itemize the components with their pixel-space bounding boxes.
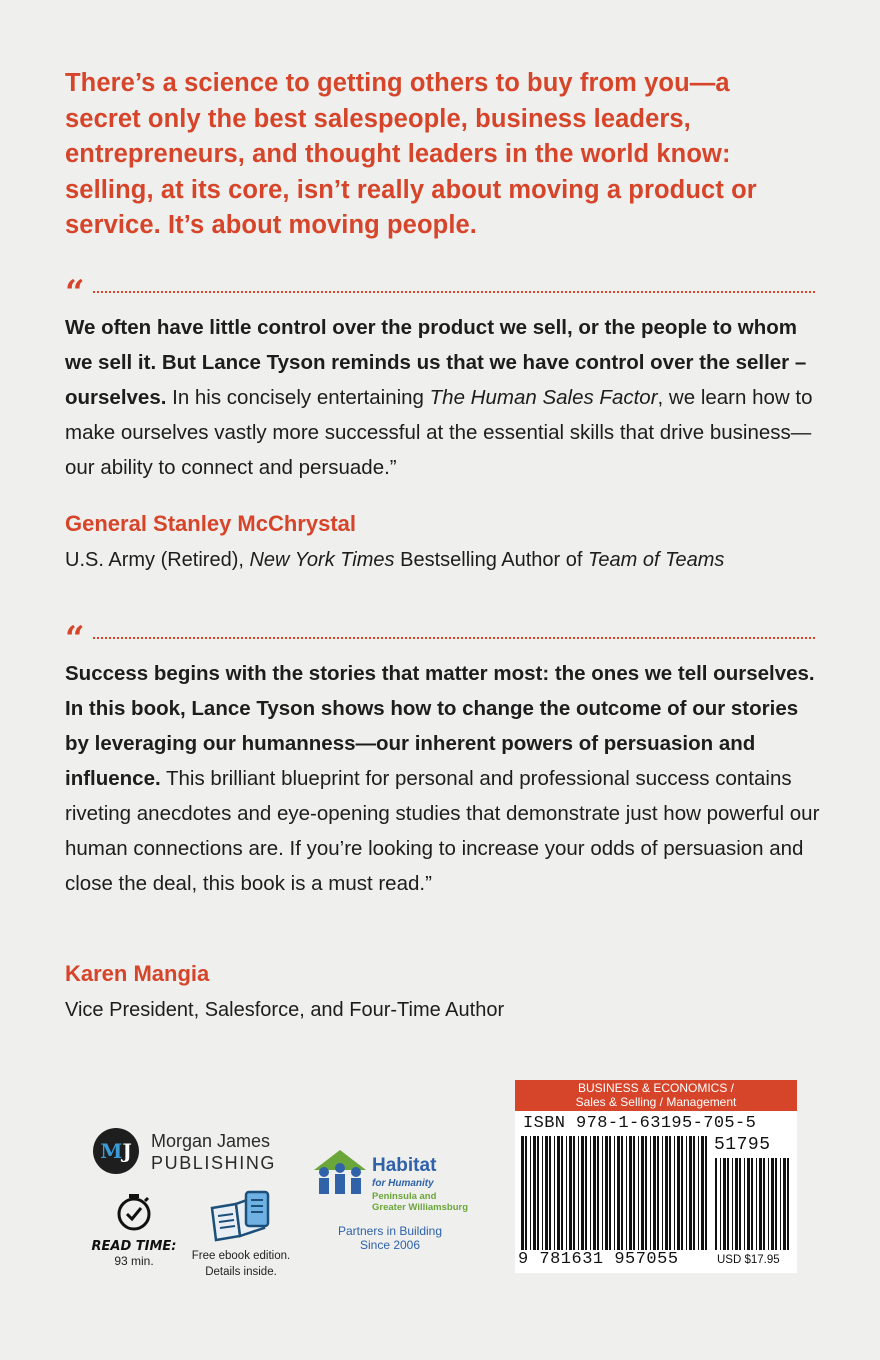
publisher-logo	[93, 1128, 303, 1178]
barcode-bar	[626, 1136, 627, 1250]
publisher-subname: PUBLISHING	[151, 1153, 277, 1173]
barcode-bar	[530, 1136, 531, 1250]
barcode-bar	[689, 1136, 692, 1250]
barcode-bar	[542, 1136, 543, 1250]
barcode-bar	[735, 1158, 738, 1250]
barcode-box	[515, 1080, 797, 1273]
barcode-bar	[590, 1136, 591, 1250]
barcode-bar	[775, 1158, 777, 1250]
barcode-bar	[732, 1158, 733, 1250]
endorsement-quote	[65, 656, 825, 901]
title-text: Bestselling Author of	[394, 549, 588, 571]
barcode-bar	[605, 1136, 608, 1250]
barcode-bar	[662, 1136, 663, 1250]
endorser-title: Vice President, Salesforce, and Four-Time Author	[65, 999, 505, 1021]
barcode-bar	[720, 1158, 721, 1250]
price: USD $17.95	[717, 1254, 780, 1266]
barcode-bar	[715, 1158, 717, 1250]
quote-divider	[65, 273, 815, 313]
endorser-title	[65, 546, 724, 574]
habitat-people-icon	[310, 1148, 370, 1198]
barcode-bar	[759, 1158, 762, 1250]
barcode-bar	[739, 1158, 741, 1250]
barcode-bar	[701, 1136, 704, 1250]
read-time-minutes: 93 min.	[114, 1254, 154, 1268]
dotted-rule	[93, 637, 815, 639]
barcode-bar	[557, 1136, 560, 1250]
read-time	[88, 1192, 180, 1268]
barcode-bar	[751, 1158, 753, 1250]
barcode-bar	[787, 1158, 789, 1250]
barcode-bar	[581, 1136, 584, 1250]
barcode-bar	[609, 1136, 611, 1250]
barcode-bar	[747, 1158, 750, 1250]
barcode-bar	[629, 1136, 632, 1250]
barcode-bar	[650, 1136, 651, 1250]
quote-text: This brilliant blueprint for personal and professional success contains riveting anecdotes and eye-opening studies that demonstrate just how powerful our human connections are. If you’re looking to increase your odds of persuasion and close the deal, this book is a must read.”	[65, 767, 820, 895]
read-time-label: READ TIME:	[91, 1239, 177, 1254]
book-title: The Human Sales Factor	[429, 386, 658, 409]
habitat-name-line: for Humanity	[372, 1178, 434, 1189]
title-text: U.S. Army (Retired),	[65, 549, 250, 571]
barcode-bar	[783, 1158, 786, 1250]
category-line: BUSINESS & ECONOMICS /	[577, 1081, 735, 1095]
partner-line: Since 2006	[359, 1238, 421, 1252]
barcode-bar	[763, 1158, 765, 1250]
barcode-bar	[585, 1136, 587, 1250]
barcode-bar	[744, 1158, 745, 1250]
category-label	[515, 1080, 797, 1111]
barcode-bar	[549, 1136, 551, 1250]
partner-line: Partners in Building	[337, 1224, 443, 1238]
ean-barcode	[519, 1136, 711, 1250]
ebook-line: Free ebook edition.	[191, 1250, 291, 1262]
habitat-chapter-line: Peninsula and	[372, 1191, 437, 1202]
publisher-name: Morgan James	[151, 1131, 271, 1151]
barcode-bar	[638, 1136, 639, 1250]
endorser-name: Karen Mangia	[65, 961, 210, 986]
barcode-bar	[705, 1136, 707, 1250]
habitat-name-line: Habitat	[372, 1155, 437, 1176]
logo-letter: M	[100, 1139, 123, 1163]
barcode-bar	[633, 1136, 635, 1250]
barcode-bar	[698, 1136, 699, 1250]
barcode-bar	[768, 1158, 769, 1250]
barcode-digits: 9 781631 957055	[518, 1250, 679, 1269]
barcode-bar	[533, 1136, 536, 1250]
barcode-bar	[578, 1136, 579, 1250]
endorsement-quote	[65, 310, 825, 485]
category-line: Sales & Selling / Management	[575, 1095, 737, 1109]
barcode-bar	[681, 1136, 683, 1250]
quote-mark-icon: “	[65, 273, 85, 313]
barcode-bar	[693, 1136, 695, 1250]
ebook-line: Details inside.	[205, 1266, 277, 1278]
ebook-offer	[185, 1190, 297, 1279]
barcode-bar	[641, 1136, 644, 1250]
dotted-rule	[93, 291, 815, 293]
morgan-james-logo-icon	[93, 1128, 139, 1174]
isbn-text: ISBN 978-1-63195-705-5	[523, 1114, 757, 1133]
quote-text: , we learn how to make ourselves vastly more successful at the essential skills that drive business—our ability to connect and persuade.”	[65, 386, 813, 479]
quote-emphasis: We often have little control over the product we sell, or the people to whom we sell it. But Lance Tyson reminds us that we have control over the seller – ourselves.	[65, 316, 807, 409]
barcode-bar	[665, 1136, 668, 1250]
habitat-name	[372, 1156, 436, 1176]
barcode-bar	[645, 1136, 647, 1250]
title-italic: New York Times	[249, 549, 395, 571]
barcode-bar	[686, 1136, 687, 1250]
barcode-bar	[537, 1136, 539, 1250]
headline: There’s a science to getting others to buy from you—a secret only the best salespeople, business leaders, entrepreneurs, and thought leaders in the world know: selling, at its core, isn’t really about moving a product or service. It’s about moving people.	[65, 69, 757, 239]
barcode-bar	[621, 1136, 623, 1250]
barcode-bar	[657, 1136, 659, 1250]
barcode-bar	[617, 1136, 620, 1250]
barcode-bar	[525, 1136, 527, 1250]
barcode-bar	[521, 1136, 524, 1250]
habitat-partner	[315, 1224, 465, 1252]
barcode-bar	[771, 1158, 774, 1250]
barcode-bar	[566, 1136, 567, 1250]
barcode-bar	[677, 1136, 680, 1250]
ebook-icon	[206, 1190, 276, 1242]
barcode-bar	[561, 1136, 563, 1250]
barcode-bar	[653, 1136, 656, 1250]
endorser-name: General Stanley McChrystal	[65, 511, 357, 536]
barcode-bar	[674, 1136, 675, 1250]
barcode-bar	[756, 1158, 757, 1250]
quote-text: In his concisely entertaining	[166, 386, 430, 409]
barcode-bar	[780, 1158, 781, 1250]
title-italic: Team of Teams	[588, 549, 725, 571]
barcode-bar	[614, 1136, 615, 1250]
habitat-chapter	[372, 1191, 472, 1213]
quote-mark-icon: “	[65, 619, 85, 659]
stopwatch-icon	[112, 1192, 156, 1232]
barcode-bar	[569, 1136, 572, 1250]
price-barcode	[713, 1158, 791, 1250]
barcode-bar	[573, 1136, 575, 1250]
barcode-bar	[669, 1136, 671, 1250]
price-code: 51795	[714, 1135, 771, 1155]
quote-divider	[65, 619, 815, 659]
barcode-bar	[554, 1136, 555, 1250]
barcode-bar	[602, 1136, 603, 1250]
logo-letter: J	[122, 1139, 132, 1163]
barcode-bar	[727, 1158, 729, 1250]
barcode-bar	[593, 1136, 596, 1250]
barcode-bar	[597, 1136, 599, 1250]
quote-emphasis: Success begins with the stories that matter most: the ones we tell ourselves. In this book, Lance Tyson shows how to change the outcome of our stories by leveraging our humanness—our inherent powers of persuasion and influence.	[65, 662, 815, 790]
barcode-bar	[545, 1136, 548, 1250]
habitat-chapter-line: Greater Williamsburg	[372, 1202, 468, 1213]
barcode-bar	[723, 1158, 726, 1250]
